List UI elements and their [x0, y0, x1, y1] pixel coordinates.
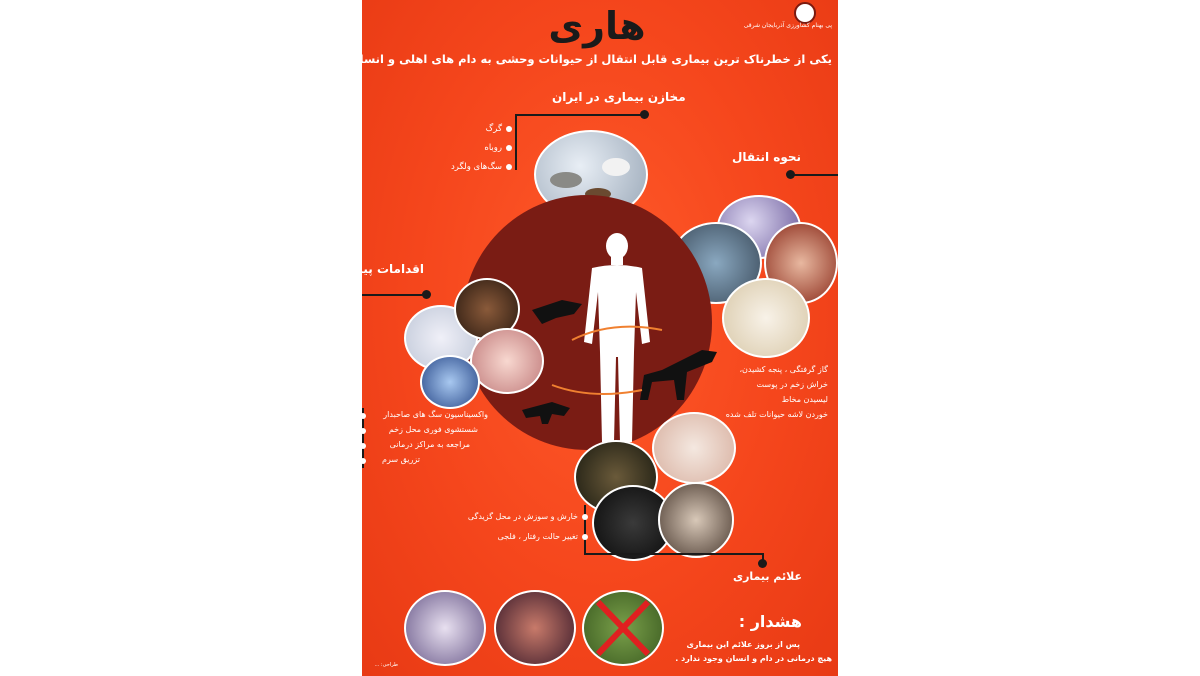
bullet [360, 413, 366, 419]
reservoir-item: روباه [484, 143, 502, 153]
prevention-item: شستشوی فوری محل زخم [388, 425, 478, 434]
bullet [582, 514, 588, 520]
wound-washing-photo [470, 328, 544, 394]
poster-subtitle: یکی از خطرناک ترین بیماری قابل انتقال از حیوانات وحشی به دام های اهلی و انسان [349, 52, 832, 66]
crowd-photo [494, 590, 576, 666]
reservoir-item: گرگ [485, 124, 502, 134]
connector-line [792, 174, 838, 176]
rabies-poster [320, 0, 838, 676]
bullet [360, 458, 366, 464]
transmission-item: لیسیدن مخاط [781, 395, 828, 404]
warning-line: پس از بروز علائم این بیماری [686, 640, 800, 649]
footer-credit: طراحی: ... [374, 662, 398, 668]
connector-line [584, 505, 586, 553]
prevention-item: واکسیناسیون سگ های صاحبدار [383, 410, 488, 419]
symptom-item: خارش و سوزش در محل گزیدگی [467, 512, 578, 521]
warning-heading: هشدار : [738, 612, 802, 631]
transmission-item: خوردن لاشه حیوانات تلف شده [725, 410, 828, 419]
bite-symptom-photo [652, 412, 736, 484]
symptoms-heading: علائم بیماری [733, 570, 802, 583]
warning-cross-photo [582, 590, 664, 666]
patient-photo [404, 590, 486, 666]
transmission-item: خراش زخم در پوست [756, 380, 828, 389]
connector-line [515, 114, 642, 116]
connector-line [515, 114, 517, 170]
fox-biting-photo [722, 278, 810, 358]
connector-line [362, 294, 424, 296]
reservoirs-heading: مخازن بیماری در ایران [552, 90, 686, 104]
transmission-item: گاز گرفتگی ، پنجه کشیدن، [739, 365, 828, 374]
bullet [582, 534, 588, 540]
connector-line [762, 553, 764, 563]
connector-line [584, 553, 764, 555]
transmission-heading: نحوه انتقال [732, 150, 802, 164]
symptom-item: تغییر حالت رفتار ، فلجی [497, 532, 578, 541]
man-headache-photo [658, 482, 734, 558]
bullet [360, 428, 366, 434]
bullet [506, 164, 512, 170]
prevention-item: تزریق سرم [381, 455, 420, 464]
bullet [360, 443, 366, 449]
vial-photo [420, 355, 480, 409]
poster-title: هاری [548, 4, 646, 48]
organization-logo [794, 2, 816, 24]
prevention-heading: اقدامات پیشگیری [320, 262, 424, 276]
warning-line: هیچ درمانی در دام و انسان وجود ندارد . [675, 654, 832, 663]
organization-name: پی بهنام کشاورزی آذربایجان شرقی [743, 22, 832, 29]
bullet [506, 126, 512, 132]
bullet [506, 145, 512, 151]
prevention-item: مراجعه به مراکز درمانی [389, 440, 470, 449]
reservoir-item: سگ‌های ولگرد [450, 162, 502, 172]
